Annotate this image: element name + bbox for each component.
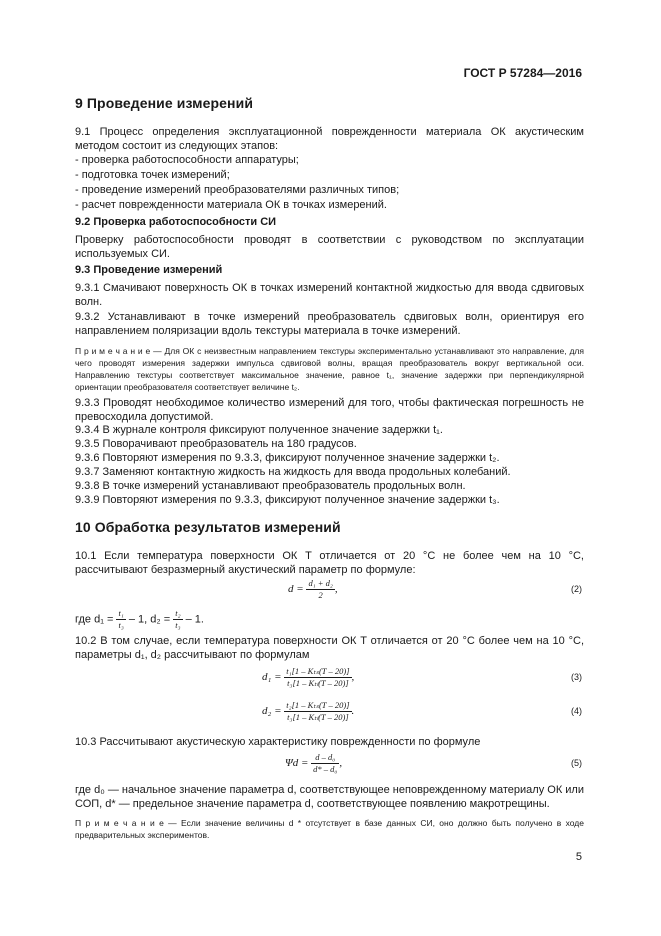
list-item: - расчет поврежденности материала ОК в точках измерений. bbox=[75, 199, 387, 211]
step-9-3-6: 9.3.6 Повторяют измерения по 9.3.3, фиксируют полученное значение задержки t₂. bbox=[75, 452, 500, 464]
note-texture-direction: П р и м е ч а н и е — Для ОК с неизвестным направлением текстуры экспериментально устанавливают это направление, для чего проводят измерения задержки импульса сдвиговой волны, вращая преобразователь вокруг вертикальной оси. Направлению текстуры соответствует максимальное значение, равное t₁, значение задержки при перпендикулярной ориентации преобразователя соответствует величине t₂. bbox=[75, 346, 584, 392]
formula-5-denominator: d* – d₀ bbox=[313, 764, 338, 774]
step-9-3-9: 9.3.9 Повторяют измерения по 9.3.3, фиксируют полученное значение задержки t₃. bbox=[75, 494, 500, 506]
numerator: t₁ bbox=[118, 608, 124, 618]
where-d0-dstar: где d₀ — начальное значение параметра d, соответствующее неповрежденному материалу ОК или СОП, d* — предельное значение параметра d, соответствующее появлению макротрещины. bbox=[75, 784, 584, 810]
denominator: t₃ bbox=[118, 620, 124, 630]
formula-2-numerator: d₁ + d₂ bbox=[308, 578, 333, 588]
equation-number-3: (3) bbox=[571, 672, 582, 682]
formula-4-lhs: d₂ = bbox=[262, 705, 282, 718]
paragraph-9-2: Проверку работоспособности проводят в соответствии с руководством по эксплуатации используемых СИ. bbox=[75, 234, 584, 260]
formula-5-tail: , bbox=[339, 757, 343, 770]
formula-2 bbox=[288, 578, 338, 601]
formula-3-denominator: t₃[1 – Kₜₗ(T – 20)] bbox=[287, 678, 349, 688]
equation-number-4: (4) bbox=[571, 706, 582, 716]
section-9-title: 9 Проведение измерений bbox=[75, 95, 254, 111]
paragraph-9-1: 9.1 Процесс определения эксплуатационной поврежденности материала ОК акустическим методом состоит из следующих этапов: bbox=[75, 126, 584, 152]
formula-3-numerator: t₁[1 – Kₜₛ(T – 20)] bbox=[286, 666, 350, 676]
formula-5-fraction bbox=[311, 752, 339, 775]
paragraph-10-2: 10.2 В том случае, если температура поверхности ОК T отличается от 20 °С более чем на 10 °С, параметры d₁, d₂ рассчитывают по формулам bbox=[75, 635, 584, 661]
list-item: - проверка работоспособности аппаратуры; bbox=[75, 154, 299, 166]
formula-4-denominator: t₃[1 – Kₜₗ(T – 20)] bbox=[287, 712, 349, 722]
step-9-3-5: 9.3.5 Поворачивают преобразователь на 180 градусов. bbox=[75, 438, 357, 450]
formula-4-tail: . bbox=[351, 705, 355, 718]
formula-2-tail: , bbox=[334, 583, 338, 596]
equation-number-2: (2) bbox=[571, 584, 582, 594]
numerator: t₂ bbox=[175, 608, 181, 618]
list-item: - подготовка точек измерений; bbox=[75, 169, 230, 181]
paragraph-9-3-3: 9.3.3 Проводят необходимое количество измерений для того, чтобы фактическая погрешность не превосходила допустимой. bbox=[75, 397, 584, 423]
note-dstar: П р и м е ч а н и е — Если значение величины d * отсутствует в базе данных СИ, оно должно быть получено в ходе предварительных экспериментов. bbox=[75, 818, 584, 840]
formula-5 bbox=[285, 752, 342, 775]
formula-3-fraction bbox=[284, 666, 351, 689]
step-9-3-7: 9.3.7 Заменяют контактную жидкость на жидкость для ввода продольных колебаний. bbox=[75, 466, 511, 478]
formula-3-lhs: d₁ = bbox=[262, 671, 282, 684]
document-header-id: ГОСТ Р 57284—2016 bbox=[463, 66, 582, 80]
formula-4 bbox=[262, 700, 354, 723]
formula-5-lhs: Ψd = bbox=[285, 757, 309, 770]
paragraph-10-3: 10.3 Рассчитывают акустическую характеристику поврежденности по формуле bbox=[75, 736, 481, 748]
formula-3 bbox=[262, 666, 354, 689]
where-d1-d2 bbox=[75, 608, 204, 631]
paragraph-10-1: 10.1 Если температура поверхности ОК T отличается от 20 °С не более чем на 10 °С, рассчитывают безразмерный акустический параметр по формуле: bbox=[75, 550, 584, 576]
step-9-3-4: 9.3.4 В журнале контроля фиксируют полученное значение задержки t₁. bbox=[75, 424, 443, 436]
step-9-3-8: 9.3.8 В точке измерений устанавливают преобразователь продольных волн. bbox=[75, 480, 466, 492]
formula-2-lhs: d = bbox=[288, 583, 304, 596]
denominator: t₃ bbox=[175, 620, 181, 630]
where-text: – 1. bbox=[185, 613, 204, 626]
formula-4-numerator: t₂[1 – Kₜₛ(T – 20)] bbox=[286, 700, 350, 710]
where-text: где d₁ = bbox=[75, 613, 114, 626]
formula-4-fraction bbox=[284, 700, 351, 723]
paragraph-9-3-2: 9.3.2 Устанавливают в точке измерений преобразователь сдвиговых волн, ориентируя его направлением поляризации вдоль текстуры материала в точке измерений. bbox=[75, 311, 584, 337]
formula-3-tail: , bbox=[351, 671, 355, 684]
formula-5-numerator: d – d₀ bbox=[311, 752, 339, 764]
equation-number-5: (5) bbox=[571, 758, 582, 768]
formula-2-denominator: 2 bbox=[318, 590, 323, 600]
fraction-t2-t3 bbox=[173, 608, 182, 631]
where-text: – 1, d₂ = bbox=[128, 613, 171, 626]
fraction-t1-t3 bbox=[116, 608, 125, 631]
subsection-9-2-title: 9.2 Проверка работоспособности СИ bbox=[75, 216, 277, 228]
page-number: 5 bbox=[575, 851, 582, 863]
subsection-9-3-title: 9.3 Проведение измерений bbox=[75, 264, 223, 276]
paragraph-9-3-1: 9.3.1 Смачивают поверхность ОК в точках измерений контактной жидкостью для ввода сдвиговых волн. bbox=[75, 282, 584, 308]
list-item: - проведение измерений преобразователями различных типов; bbox=[75, 184, 400, 196]
section-10-title: 10 Обработка результатов измерений bbox=[75, 519, 341, 535]
formula-2-fraction bbox=[306, 578, 334, 601]
